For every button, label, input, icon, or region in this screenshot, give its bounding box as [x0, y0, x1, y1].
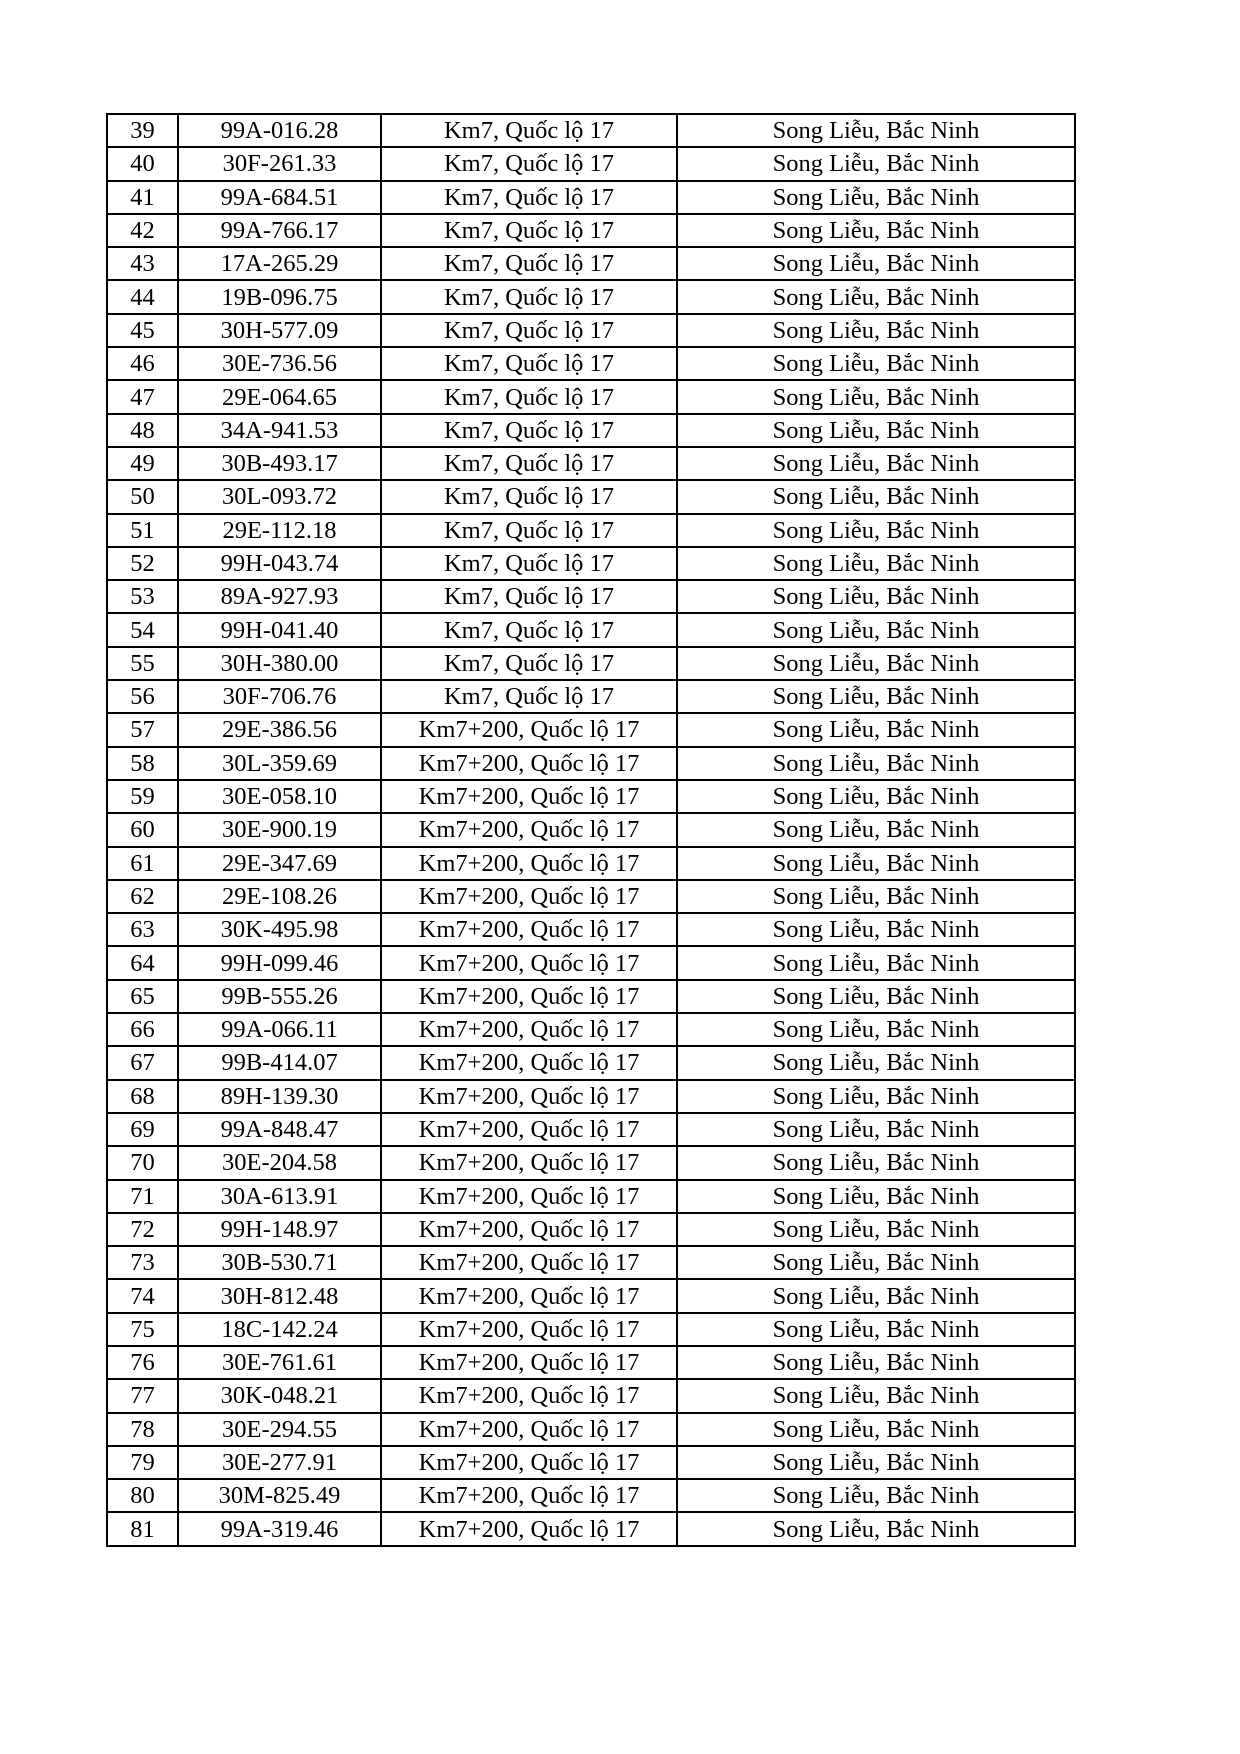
location-cell: Km7, Quốc lộ 17 — [381, 480, 677, 513]
area-cell: Song Liễu, Bắc Ninh — [677, 1379, 1075, 1412]
location-cell: Km7, Quốc lộ 17 — [381, 114, 677, 147]
license-plate-cell: 30E-736.56 — [178, 347, 381, 380]
location-cell: Km7, Quốc lộ 17 — [381, 414, 677, 447]
license-plate-cell: 99H-041.40 — [178, 613, 381, 646]
area-cell: Song Liễu, Bắc Ninh — [677, 247, 1075, 280]
row-number-cell: 43 — [107, 247, 178, 280]
row-number-cell: 49 — [107, 447, 178, 480]
row-number-cell: 45 — [107, 314, 178, 347]
table-row — [107, 713, 1075, 746]
location-cell: Km7, Quốc lộ 17 — [381, 280, 677, 313]
license-plate-cell: 30L-093.72 — [178, 480, 381, 513]
row-number-cell: 60 — [107, 813, 178, 846]
location-cell: Km7+200, Quốc lộ 17 — [381, 880, 677, 913]
location-cell: Km7, Quốc lộ 17 — [381, 447, 677, 480]
location-cell: Km7, Quốc lộ 17 — [381, 547, 677, 580]
row-number-cell: 58 — [107, 747, 178, 780]
license-plate-cell: 99A-684.51 — [178, 181, 381, 214]
location-cell: Km7, Quốc lộ 17 — [381, 247, 677, 280]
row-number-cell: 62 — [107, 880, 178, 913]
license-plate-cell: 99H-148.97 — [178, 1213, 381, 1246]
row-number-cell: 44 — [107, 280, 178, 313]
area-cell: Song Liễu, Bắc Ninh — [677, 280, 1075, 313]
license-plate-cell: 30H-380.00 — [178, 647, 381, 680]
license-plate-cell: 30H-577.09 — [178, 314, 381, 347]
location-cell: Km7+200, Quốc lộ 17 — [381, 1512, 677, 1545]
row-number-cell: 50 — [107, 480, 178, 513]
table-row — [107, 1146, 1075, 1179]
row-number-cell: 46 — [107, 347, 178, 380]
row-number-cell: 63 — [107, 913, 178, 946]
license-plate-cell: 30A-613.91 — [178, 1180, 381, 1213]
table-row — [107, 946, 1075, 979]
table-row — [107, 147, 1075, 180]
license-plate-cell: 30H-812.48 — [178, 1279, 381, 1312]
area-cell: Song Liễu, Bắc Ninh — [677, 1180, 1075, 1213]
area-cell: Song Liễu, Bắc Ninh — [677, 680, 1075, 713]
area-cell: Song Liễu, Bắc Ninh — [677, 1313, 1075, 1346]
location-cell: Km7+200, Quốc lộ 17 — [381, 1346, 677, 1379]
area-cell: Song Liễu, Bắc Ninh — [677, 1246, 1075, 1279]
location-cell: Km7+200, Quốc lộ 17 — [381, 913, 677, 946]
location-cell: Km7, Quốc lộ 17 — [381, 214, 677, 247]
license-plate-cell: 30M-825.49 — [178, 1479, 381, 1512]
location-cell: Km7+200, Quốc lộ 17 — [381, 1080, 677, 1113]
area-cell: Song Liễu, Bắc Ninh — [677, 1013, 1075, 1046]
license-plate-cell: 30E-294.55 — [178, 1413, 381, 1446]
location-cell: Km7+200, Quốc lộ 17 — [381, 1113, 677, 1146]
license-plate-cell: 30E-058.10 — [178, 780, 381, 813]
row-number-cell: 74 — [107, 1279, 178, 1312]
area-cell: Song Liễu, Bắc Ninh — [677, 114, 1075, 147]
row-number-cell: 55 — [107, 647, 178, 680]
table-row — [107, 1346, 1075, 1379]
table-row — [107, 780, 1075, 813]
table-row — [107, 1013, 1075, 1046]
table-body — [107, 114, 1075, 1546]
table-row — [107, 380, 1075, 413]
area-cell: Song Liễu, Bắc Ninh — [677, 480, 1075, 513]
area-cell: Song Liễu, Bắc Ninh — [677, 314, 1075, 347]
license-plate-cell: 30B-530.71 — [178, 1246, 381, 1279]
row-number-cell: 68 — [107, 1080, 178, 1113]
location-cell: Km7+200, Quốc lộ 17 — [381, 713, 677, 746]
table-row — [107, 1413, 1075, 1446]
area-cell: Song Liễu, Bắc Ninh — [677, 880, 1075, 913]
location-cell: Km7, Quốc lộ 17 — [381, 613, 677, 646]
location-cell: Km7+200, Quốc lộ 17 — [381, 1046, 677, 1079]
location-cell: Km7+200, Quốc lộ 17 — [381, 1413, 677, 1446]
location-cell: Km7, Quốc lộ 17 — [381, 347, 677, 380]
row-number-cell: 73 — [107, 1246, 178, 1279]
row-number-cell: 53 — [107, 580, 178, 613]
table-row — [107, 314, 1075, 347]
license-plate-cell: 30E-900.19 — [178, 813, 381, 846]
row-number-cell: 48 — [107, 414, 178, 447]
location-cell: Km7, Quốc lộ 17 — [381, 647, 677, 680]
license-plate-cell: 30K-048.21 — [178, 1379, 381, 1412]
area-cell: Song Liễu, Bắc Ninh — [677, 1279, 1075, 1312]
license-plate-cell: 89A-927.93 — [178, 580, 381, 613]
location-cell: Km7, Quốc lộ 17 — [381, 147, 677, 180]
table-row — [107, 880, 1075, 913]
row-number-cell: 78 — [107, 1413, 178, 1446]
table-row — [107, 1279, 1075, 1312]
location-cell: Km7+200, Quốc lộ 17 — [381, 747, 677, 780]
license-plate-cell: 29E-347.69 — [178, 847, 381, 880]
table-row — [107, 181, 1075, 214]
table-row — [107, 547, 1075, 580]
license-plate-cell: 29E-064.65 — [178, 380, 381, 413]
license-plate-cell: 30K-495.98 — [178, 913, 381, 946]
area-cell: Song Liễu, Bắc Ninh — [677, 980, 1075, 1013]
table-row — [107, 1512, 1075, 1545]
area-cell: Song Liễu, Bắc Ninh — [677, 913, 1075, 946]
table-row — [107, 1113, 1075, 1146]
location-cell: Km7, Quốc lộ 17 — [381, 181, 677, 214]
table-row — [107, 247, 1075, 280]
license-plate-cell: 99A-319.46 — [178, 1512, 381, 1545]
area-cell: Song Liễu, Bắc Ninh — [677, 613, 1075, 646]
license-plate-cell: 30F-261.33 — [178, 147, 381, 180]
location-cell: Km7+200, Quốc lộ 17 — [381, 1446, 677, 1479]
license-plate-cell: 99A-066.11 — [178, 1013, 381, 1046]
area-cell: Song Liễu, Bắc Ninh — [677, 147, 1075, 180]
row-number-cell: 51 — [107, 514, 178, 547]
table-row — [107, 1479, 1075, 1512]
area-cell: Song Liễu, Bắc Ninh — [677, 181, 1075, 214]
location-cell: Km7+200, Quốc lộ 17 — [381, 1279, 677, 1312]
area-cell: Song Liễu, Bắc Ninh — [677, 547, 1075, 580]
row-number-cell: 72 — [107, 1213, 178, 1246]
license-plate-cell: 99A-848.47 — [178, 1113, 381, 1146]
license-plate-cell: 99H-043.74 — [178, 547, 381, 580]
location-cell: Km7+200, Quốc lộ 17 — [381, 946, 677, 979]
row-number-cell: 61 — [107, 847, 178, 880]
row-number-cell: 47 — [107, 380, 178, 413]
location-cell: Km7+200, Quốc lộ 17 — [381, 1246, 677, 1279]
table-row — [107, 813, 1075, 846]
table-row — [107, 414, 1075, 447]
license-plate-cell: 29E-112.18 — [178, 514, 381, 547]
area-cell: Song Liễu, Bắc Ninh — [677, 1080, 1075, 1113]
area-cell: Song Liễu, Bắc Ninh — [677, 214, 1075, 247]
row-number-cell: 81 — [107, 1512, 178, 1545]
area-cell: Song Liễu, Bắc Ninh — [677, 1346, 1075, 1379]
row-number-cell: 42 — [107, 214, 178, 247]
location-cell: Km7+200, Quốc lộ 17 — [381, 1379, 677, 1412]
license-plate-cell: 89H-139.30 — [178, 1080, 381, 1113]
table-row — [107, 580, 1075, 613]
location-cell: Km7+200, Quốc lộ 17 — [381, 847, 677, 880]
area-cell: Song Liễu, Bắc Ninh — [677, 1413, 1075, 1446]
area-cell: Song Liễu, Bắc Ninh — [677, 1213, 1075, 1246]
row-number-cell: 57 — [107, 713, 178, 746]
table-row — [107, 680, 1075, 713]
table-row — [107, 447, 1075, 480]
location-cell: Km7+200, Quốc lộ 17 — [381, 1213, 677, 1246]
row-number-cell: 64 — [107, 946, 178, 979]
table-row — [107, 1046, 1075, 1079]
license-plate-cell: 29E-108.26 — [178, 880, 381, 913]
license-plate-cell: 99B-414.07 — [178, 1046, 381, 1079]
license-plate-cell: 99A-016.28 — [178, 114, 381, 147]
license-plate-cell: 99A-766.17 — [178, 214, 381, 247]
table-row — [107, 1446, 1075, 1479]
table-row — [107, 214, 1075, 247]
area-cell: Song Liễu, Bắc Ninh — [677, 1512, 1075, 1545]
table-row — [107, 747, 1075, 780]
area-cell: Song Liễu, Bắc Ninh — [677, 580, 1075, 613]
license-plate-cell: 29E-386.56 — [178, 713, 381, 746]
license-plate-cell: 30E-204.58 — [178, 1146, 381, 1179]
row-number-cell: 77 — [107, 1379, 178, 1412]
license-plate-cell: 30L-359.69 — [178, 747, 381, 780]
row-number-cell: 40 — [107, 147, 178, 180]
row-number-cell: 54 — [107, 613, 178, 646]
area-cell: Song Liễu, Bắc Ninh — [677, 347, 1075, 380]
row-number-cell: 69 — [107, 1113, 178, 1146]
row-number-cell: 66 — [107, 1013, 178, 1046]
vehicle-record-table — [106, 113, 1076, 1547]
location-cell: Km7, Quốc lộ 17 — [381, 514, 677, 547]
area-cell: Song Liễu, Bắc Ninh — [677, 946, 1075, 979]
row-number-cell: 71 — [107, 1180, 178, 1213]
row-number-cell: 80 — [107, 1479, 178, 1512]
row-number-cell: 79 — [107, 1446, 178, 1479]
table-row — [107, 114, 1075, 147]
area-cell: Song Liễu, Bắc Ninh — [677, 1046, 1075, 1079]
row-number-cell: 56 — [107, 680, 178, 713]
table-row — [107, 1213, 1075, 1246]
area-cell: Song Liễu, Bắc Ninh — [677, 1479, 1075, 1512]
location-cell: Km7, Quốc lộ 17 — [381, 314, 677, 347]
location-cell: Km7+200, Quốc lộ 17 — [381, 813, 677, 846]
table-row — [107, 1080, 1075, 1113]
table-row — [107, 347, 1075, 380]
location-cell: Km7+200, Quốc lộ 17 — [381, 1479, 677, 1512]
row-number-cell: 75 — [107, 1313, 178, 1346]
license-plate-cell: 30E-761.61 — [178, 1346, 381, 1379]
location-cell: Km7+200, Quốc lộ 17 — [381, 1313, 677, 1346]
row-number-cell: 65 — [107, 980, 178, 1013]
area-cell: Song Liễu, Bắc Ninh — [677, 713, 1075, 746]
license-plate-cell: 19B-096.75 — [178, 280, 381, 313]
table-row — [107, 647, 1075, 680]
area-cell: Song Liễu, Bắc Ninh — [677, 847, 1075, 880]
table-row — [107, 480, 1075, 513]
location-cell: Km7+200, Quốc lộ 17 — [381, 1146, 677, 1179]
table-row — [107, 913, 1075, 946]
table-row — [107, 1313, 1075, 1346]
row-number-cell: 67 — [107, 1046, 178, 1079]
row-number-cell: 41 — [107, 181, 178, 214]
license-plate-cell: 30E-277.91 — [178, 1446, 381, 1479]
area-cell: Song Liễu, Bắc Ninh — [677, 747, 1075, 780]
row-number-cell: 76 — [107, 1346, 178, 1379]
location-cell: Km7+200, Quốc lộ 17 — [381, 1013, 677, 1046]
table-row — [107, 847, 1075, 880]
table-row — [107, 613, 1075, 646]
area-cell: Song Liễu, Bắc Ninh — [677, 1446, 1075, 1479]
license-plate-cell: 30B-493.17 — [178, 447, 381, 480]
area-cell: Song Liễu, Bắc Ninh — [677, 380, 1075, 413]
license-plate-cell: 99H-099.46 — [178, 946, 381, 979]
license-plate-cell: 17A-265.29 — [178, 247, 381, 280]
location-cell: Km7+200, Quốc lộ 17 — [381, 1180, 677, 1213]
area-cell: Song Liễu, Bắc Ninh — [677, 447, 1075, 480]
row-number-cell: 59 — [107, 780, 178, 813]
location-cell: Km7, Quốc lộ 17 — [381, 580, 677, 613]
area-cell: Song Liễu, Bắc Ninh — [677, 647, 1075, 680]
location-cell: Km7, Quốc lộ 17 — [381, 380, 677, 413]
table-row — [107, 280, 1075, 313]
area-cell: Song Liễu, Bắc Ninh — [677, 514, 1075, 547]
location-cell: Km7, Quốc lộ 17 — [381, 680, 677, 713]
area-cell: Song Liễu, Bắc Ninh — [677, 1146, 1075, 1179]
table-row — [107, 1180, 1075, 1213]
area-cell: Song Liễu, Bắc Ninh — [677, 813, 1075, 846]
area-cell: Song Liễu, Bắc Ninh — [677, 414, 1075, 447]
table-row — [107, 1246, 1075, 1279]
license-plate-cell: 99B-555.26 — [178, 980, 381, 1013]
license-plate-cell: 30F-706.76 — [178, 680, 381, 713]
location-cell: Km7+200, Quốc lộ 17 — [381, 980, 677, 1013]
area-cell: Song Liễu, Bắc Ninh — [677, 1113, 1075, 1146]
area-cell: Song Liễu, Bắc Ninh — [677, 780, 1075, 813]
row-number-cell: 70 — [107, 1146, 178, 1179]
table-row — [107, 980, 1075, 1013]
license-plate-cell: 18C-142.24 — [178, 1313, 381, 1346]
row-number-cell: 52 — [107, 547, 178, 580]
table-row — [107, 514, 1075, 547]
location-cell: Km7+200, Quốc lộ 17 — [381, 780, 677, 813]
table-row — [107, 1379, 1075, 1412]
license-plate-cell: 34A-941.53 — [178, 414, 381, 447]
row-number-cell: 39 — [107, 114, 178, 147]
